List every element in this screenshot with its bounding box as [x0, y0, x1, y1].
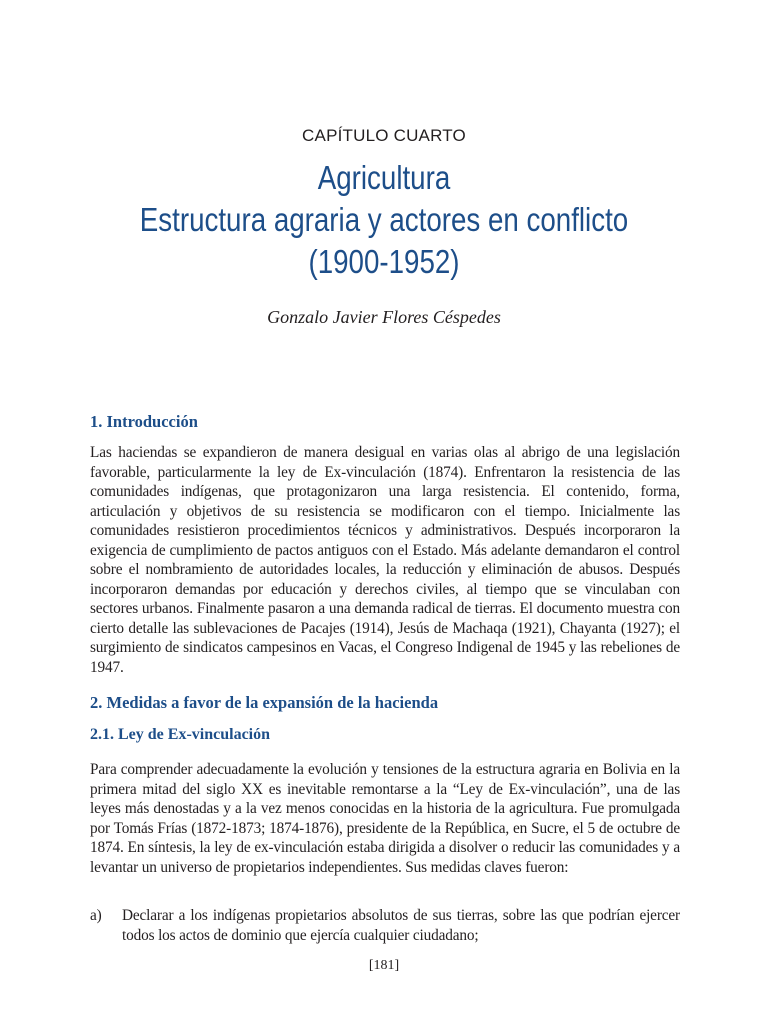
- intro-paragraph: Las haciendas se expandieron de manera desigual en varias olas al abrigo de una legislación favorable, particularmente la ley de Ex-vinculación (1874). Enfrentaron la resistencia de las comunidades indígenas, que protagonizaron una larga resistencia. El contenido, forma, articulación y objetivos de su resistencia se modificaron con el tiempo. Inicialmente las comunidades resistieron procedimientos técnicos y administrativos. Después incorporaron la exigencia de cumplimiento de pactos antiguos con el Estado. Más adelante demandaron el control sobre el nombramiento de autoridades locales, la reducción y eliminación de abusos. Después incorporaron demandas por educación y derechos civiles, al tiempo que se vinculaban con sectores urbanos. Finalmente pasaron a una demanda radical de tierras. El documento muestra con cierto detalle las sublevaciones de Pacajes (1914), Jesús de Machaqa (1921), Chayanta (1927); el surgimiento de sindicatos campesinos en Vacas, el Congreso Indigenal de 1945 y las rebeliones de 1947.: [90, 444, 680, 676]
- section-heading-introduccion: 1. Introducción: [90, 412, 198, 431]
- subsection-heading-ley-ex-vinculacion: 2.1. Ley de Ex-vinculación: [90, 726, 271, 743]
- chapter-label: CAPÍTULO CUARTO: [302, 126, 466, 145]
- chapter-title: [61, 157, 706, 283]
- section-heading-medidas: 2. Medidas a favor de la expansión de la hacienda: [90, 693, 439, 712]
- chapter-title-line-2: Estructura agraria y actores en conflicto: [139, 201, 629, 238]
- list-item: [90, 906, 680, 945]
- chapter-title-line-1: Agricultura: [317, 159, 451, 196]
- page-number: [181]: [368, 958, 400, 973]
- author-name: Gonzalo Javier Flores Céspedes: [267, 307, 501, 327]
- subsection-paragraph: Para comprender adecuadamente la evolución y tensiones de la estructura agraria en Bolivia en la primera mitad del siglo XX es inevitable remontarse a la “Ley de Ex-vinculación”, una de las leyes más denostadas y a la vez menos conocidas en la historia de la agricultura. Fue promulgada por Tomás Frías (1872-1873; 1874-1876), presidente de la República, en Sucre, el 5 de octubre de 1874. En síntesis, la ley de ex-vinculación estaba dirigida a disolver o reducir las comunidades y a levantar un universo de propietarios independientes. Sus medidas claves fueron:: [90, 761, 680, 876]
- chapter-title-line-3: (1900-1952): [308, 243, 460, 280]
- list-item-text: Declarar a los indígenas propietarios absolutos de sus tierras, sobre las que podrían ejercer todos los actos de dominio que ejercía cualquier ciudadano;: [122, 907, 680, 944]
- list-item-marker: a): [90, 907, 102, 924]
